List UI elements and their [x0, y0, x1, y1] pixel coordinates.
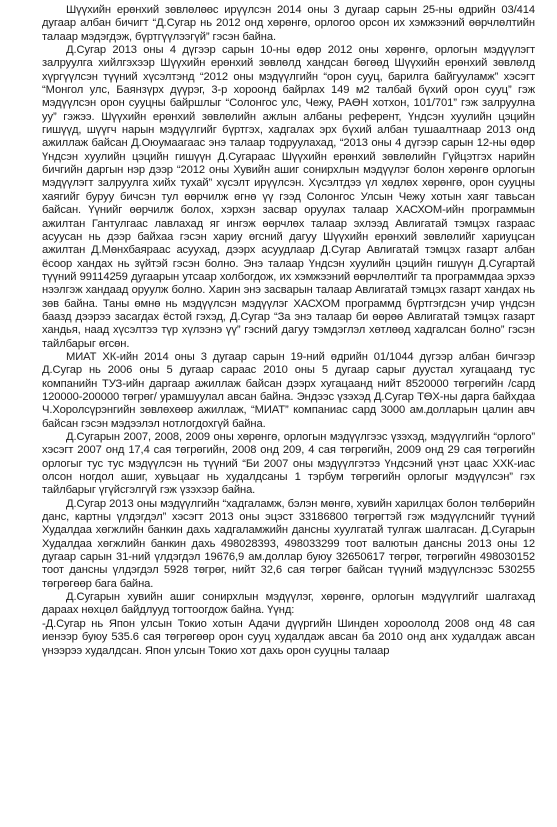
paragraph-tokyo-apartment: -Д.Сугар нь Япон улсын Токио хотын Адачи дүүргийн Шинден хороололд 2008 онд 48 сая иенээр буюу 535.6 сая төгрөгөөр орон сууц худалдаж авсан ба 2010 онд анх худалдаж авсан үнээрээ худалдсан. Япон улсын Токио хот дахь орон сууцны талаар	[42, 617, 535, 657]
paragraph-findings-intro: Д.Сугарын хувийн ашиг сонирхлын мэдүүлэг, хөрөнгө, орлогын мэдүүлгийг шалгахад дараах нөхцөл байдлууд тогтоогдож байна. Үүнд:	[42, 591, 535, 617]
paragraph-council-letter: Шүүхийн ерөнхий зөвлөлөөс ирүүлсэн 2014 оны 3 дугаар сарын 25-ны өдрийн 03/414 дугаар албан бичигт “Д.Сугар нь 2012 онд хөрөнгө, орлогоо орсон их хэмжээний өөрчлөлтийн талаар мэдэгдэж, бүртгүүлээгүй” гэсэн байна.	[42, 4, 535, 43]
paragraph-correction-request: Д.Сугар 2013 оны 4 дүгээр сарын 10-ны өдөр 2012 оны хөрөнгө, орлогын мэдүүлэгт залруулга хийлгэхээр Шүүхийн ерөнхий зөвлөлд хандсан бөгөөд Шүүхийн ерөнхий зөвлөлд хүргүүлсэн түүний хүсэлтэнд “2012 оны мэдүүлгийн “орон сууц, барилга байгууламж” хэсэгт “Монгол улс, Баянзүрх дүүрэг, 3-р хороонд байрлах 149 м2 талбай бүхий орон сууц” гэж мэдүүлсэн орон сууцны байршлыг “Солонгос улс, Чежу, РАӨН хотхон, 101/701” гэж залруулна уу” гэжээ. Шүүхийн ерөнхий зөвлөлийн ажлын албаны референт, Үндсэн хуулийн цэцийн гишүүд, шүүгч нарын мэдүүлгийг бүртгэх, хадгалах эрх бүхий албан тушаалтнаар 2013 онд ажиллаж байсан Д.Оюумаагаас энэ талаар тодруулахад, “2013 оны 4 дүгээр сарын 12-ны өдөр Үндсэн хуулийн цэцийн гишүүн Д.Сугараас Шүүхийн ерөнхий зөвлөлийн Гүйцэтгэх нарийн бичгийн даргын нэр дээр “2012 оны Хувийн ашиг сонирхлын мэдүүлэг болон хөрөнгө орлогын мэдүүлэгт залруулга хийх тухай” хүсэлт ирүүлсэн. Хүсэлтдээ үл хөдлөх хөрөнгө, орон сууцны хаягийг буруу бичсэн тул өөрчилж өгнө үү гээд Солонгос Улсын Чежу хотын хаяг тавьсан байсан. Үүнийг өөрчилж болох, хэрхэн засвар оруулах талаар ХАСХОМ-ийн программын ажилтан Гантулгаас лавлахад яг ингэж өөрчлөх талаар эхлээд Авлигатай тэмцэх газраас асуусан нь дээр байхаа гэсэн хариу өгсний дагуу Шүүхийн ерөнхий зөвлөлийг хариуцсан ажилтан Д.Мөнхбаяраас асуухад, дээрх асуудлаар Д.Сугар Авлигатай тэмцэх газарт албан ёсоор хандах нь зүйтэй гэсэн болно. Энэ талаар Үндсэн хуулийн цэцийн гишүүн Д.Сугартай түүний 99114259 дугаарын утсаар холбогдож, их хэмжээний өөрчлөлтийг та программдаа эрхээ нээлгэж хандаад оруулж болно. Харин энэ засварын талаар Авлигатай тэмцэх газарт хандах нь зөв байна. Таны өмнө нь мэдүүлсэн мэдүүлэг ХАСХОМ программд бүртгэгдсэн учир үндсэн баазд дээрээ засагдах ёстой гэхэд, Д.Сугар “За энэ талаар би өөрөө Авлигатай тэмцэх газарт хандья, наад хүсэлтээ түр хүлээнэ үү” гэсний дагуу тэмдэглэл хөтлөөд хадгалсан болно” гэсэн тайлбарыг өгсөн.	[42, 44, 535, 350]
paragraph-miat-letter: МИАТ ХК-ийн 2014 оны 3 дугаар сарын 19-ний өдрийн 01/1044 дүгээр албан бичгээр Д.Сугар нь 2006 оны 5 дугаар сараас 2010 оны 5 дугаар сарыг дуустал хугацаанд тус компанийн ТУЗ-ийн даргаар ажиллаж байсан дээрх хугацаанд нийт 8520000 төгрөгийн /сард 120000-200000 төгрөг/ урамшуулал авсан байна. Эндээс үзэхэд Д.Сугар ТӨХ-ны дарга байхдаа Ч.Хоролсүрэнгийн зөвлөхөөр ажиллаж, “МИАТ” компаниас сард 3000 ам.долларын цалин авч байсан гэсэн мэдээлэл нотлогдохгүй байна.	[42, 350, 535, 430]
paragraph-income-2007-2009: Д.Сугарын 2007, 2008, 2009 оны хөрөнгө, орлогын мэдүүлгээс үзэхэд, мэдүүлгийн “орлого” хэсэгт 2007 онд 17,4 сая төгрөгийн, 2008 онд 209, 4 сая төгрөгийн, 2009 онд 29 сая төгрөгийн орлогыг тус тус мэдүүлсэн нь түүний “Би 2007 оны мэдүүлгэтээ Үндсэний үнэт цаас ХХК-иас олсон ногдол ашиг, хувьцааг нь худалдсаны 1 тэрбум төгрөгийн орлогыг мэдүүлсэн” гэх тайлбарыг үгүйсгэлгүй гэж үзэхээр байна.	[42, 431, 535, 497]
paragraph-bank-accounts: Д.Сугар 2013 оны мэдүүлгийн “хадгаламж, бэлэн мөнгө, хувийн харилцах болон төлбөрийн данс, картны үлдэгдэл” хэсэгт 2013 оны эцэст 33186800 төгрөгтэй гэж мэдүүлснийг түүний Худалдаа хөгжлийн банкин дахь хадгаламжийн дансны хуулгатай тулгаж шалгасан. Д.Сугарын Худалдаа хөгжлийн банкин дахь 498028393, 498033299 тоот валютын дансны 2013 оны 12 дугаар сарын 31-ний үлдэгдэл 19676,9 ам.доллар буюу 32650617 төгрөг, төгрөгийн 498030152 тоот дансны үлдэгдэл 5928 төгрөг, нийт 32,6 сая төгрөг байсан түүний мэдүүлснээс 530255 төгрөгөөр бага байна.	[42, 497, 535, 590]
